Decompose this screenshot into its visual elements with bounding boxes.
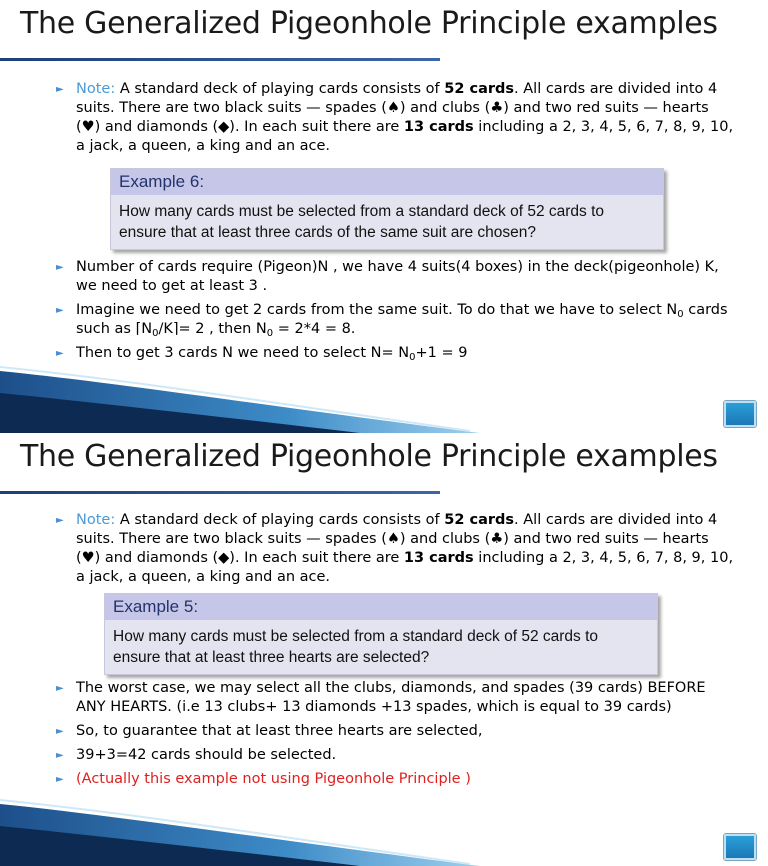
bullet-triangle-icon: ►	[56, 262, 64, 273]
example-heading: Example 6:	[111, 169, 663, 195]
bullet-triangle-icon: ►	[56, 774, 64, 785]
note-block	[56, 511, 736, 592]
list-item: ► So, to guarantee that at least three hearts are selected,	[56, 723, 483, 739]
bullet-list	[56, 679, 736, 794]
example-question: How many cards must be selected from a standard deck of 52 cards to ensure that at least three cards of the same suit are chosen?	[119, 203, 605, 241]
slide-title: The Generalized Pigeonhole Principle examples	[20, 439, 718, 474]
bullet-note: ► Note: A standard deck of playing cards consists of 52 cards. All cards are divided into 4 suits. There are two black suits — spades (♠) and clubs (♣) and two red suits — hearts (♥) and diamonds (◆). In each suit there are 13 cards including a 2, 3, 4, 5, 6, 7, 8, 9, 10, a jack, a queen, a king and an ace.	[56, 512, 734, 585]
list-item: ► Imagine we need to get 2 cards from the same suit. To do that we have to select $N_0$ cards such as $⌈N_0/K⌉= 2$ , then $N_0 = 2*4 = 8$.	[56, 302, 728, 339]
bullet-list	[56, 258, 736, 368]
bullet-triangle-icon: ►	[56, 726, 64, 737]
bullet-triangle-icon: ►	[56, 348, 64, 359]
slide-nav-button-icon[interactable]	[724, 401, 756, 427]
list-item: ► Number of cards require (Pigeon)N , we have 4 suits(4 boxes) in the deck(pigeonhole) K, we need to get at least 3 .	[56, 259, 719, 294]
list-item: ► (Actually this example not using Pigeonhole Principle )	[56, 771, 471, 787]
note-block	[56, 80, 736, 161]
title-underline	[0, 491, 440, 494]
title-underline	[0, 58, 440, 61]
list-item: ► 39+3=42 cards should be selected.	[56, 747, 337, 763]
slide-nav-button-icon[interactable]	[724, 834, 756, 860]
bullet-triangle-icon: ►	[56, 515, 64, 526]
bullet-triangle-icon: ►	[56, 683, 64, 694]
slide-title: The Generalized Pigeonhole Principle examples	[20, 6, 718, 41]
bullet-triangle-icon: ►	[56, 305, 64, 316]
bullet-note: ► Note: A standard deck of playing cards consists of 52 cards. All cards are divided into 4 suits. There are two black suits — spades (♠) and clubs (♣) and two red suits — hearts (♥) and diamonds (◆). In each suit there are 13 cards including a 2, 3, 4, 5, 6, 7, 8, 9, 10, a jack, a queen, a king and an ace.	[56, 81, 734, 154]
example-question: How many cards must be selected from a standard deck of 52 cards to ensure that at least three hearts are selected?	[113, 628, 599, 666]
bullet-triangle-icon: ►	[56, 750, 64, 761]
list-item: ► Then to get 3 cards N we need to select $N= N_0+1 = 9$	[56, 345, 468, 363]
example-heading: Example 5:	[105, 594, 657, 620]
list-item: ► The worst case, we may select all the clubs, diamonds, and spades (39 cards) BEFORE ANY HEARTS. (i.e 13 clubs+ 13 diamonds +13 spades, which is equal to 39 cards)	[56, 680, 706, 715]
example-box	[104, 593, 658, 675]
decorative-swoosh	[0, 796, 480, 866]
example-box	[110, 168, 664, 250]
decorative-swoosh	[0, 363, 480, 433]
slide-2	[0, 433, 768, 866]
bullet-triangle-icon: ►	[56, 84, 64, 95]
